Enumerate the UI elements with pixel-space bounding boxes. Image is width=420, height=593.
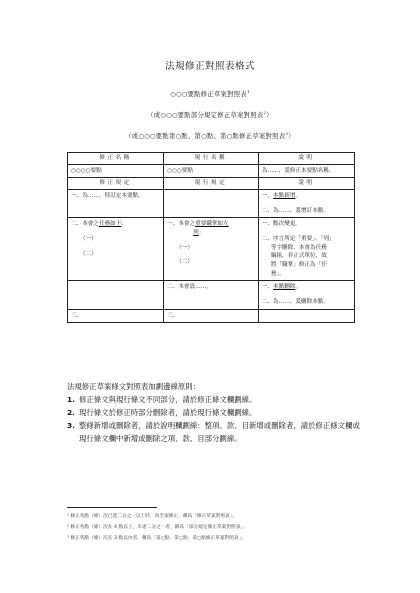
cell-revised-point-2: 二、本會之任務如下： （一） （二）	[68, 218, 164, 281]
footnote-3: ³ 修正各點（條）次在 3 點以內者，稱爲「第○點、第○點、第○點修正草案對照表」。	[67, 536, 246, 541]
cell-current-empty	[164, 189, 259, 217]
footnote-divider	[67, 507, 157, 508]
cell-revised-empty	[68, 281, 164, 309]
header-revised-rule: 修正規定	[68, 178, 164, 190]
cell-revised-name: ○○○○要點	[68, 164, 164, 178]
cell-note-point-2: 一、點次變更。 二、序言所定「重要」、「列」 等字刪除，本會為任務 編組，非正式單位，故 將「職掌」修正為「任 務」。	[258, 218, 354, 281]
document-title: 法規修正對照表格式	[164, 61, 255, 72]
footnote-1: ¹ 修正各點（條）次已達二分之一以上時，爲全案修正，稱爲「修正草案對照表」。	[67, 514, 237, 519]
subtitle-point-revision: （或○○○要點第○點、第○點、第○點修正草案對照表$^3$）	[125, 130, 295, 140]
cell-current-point-1: 一、本會之重要職掌如左 列： （一） （二）	[164, 218, 259, 281]
rule-item: 3. 整條新增或刪除者，請於說明欄劃線：整項、款、目新增或刪除者，請於修正條文欄或現行條文欄中新增或刪除之項、款、目部分劃線。	[67, 421, 360, 443]
table-header-row-rule	[68, 178, 355, 190]
comparison-table	[67, 152, 355, 323]
table-row	[68, 189, 355, 217]
table-row	[68, 309, 355, 323]
header-revised-name: 修正名稱	[68, 153, 164, 165]
cell-note-point-1: 一、本點新增。 二、為……，爰增訂本點。	[258, 189, 354, 217]
cell-name-note: 為……，爰修正本要點名稱。	[258, 164, 354, 178]
cell-revised-point-3: 三、	[68, 309, 164, 323]
table-row	[68, 281, 355, 309]
cell-revised-point-1: 一、為……，特訂定本要點。	[68, 189, 164, 217]
footnote-2: ² 修正各點（條）次在 4 點以上，未達二分之一者，稱爲「部分規定修正草案對照表」。	[67, 525, 248, 530]
cell-current-point-2: 二、本會設……。	[164, 281, 259, 309]
rules-title: 法規修正草案條文對照表加劃邊線原則：	[67, 382, 201, 391]
rule-item: 1. 修正條文與現行條文不同部分，請於修正條文欄劃線。	[67, 395, 257, 404]
cell-current-point-3: 三、	[164, 309, 259, 323]
cell-note-empty	[258, 309, 354, 323]
subtitle-full-revision: ○○○要點修正草案對照表$^1$	[170, 88, 250, 98]
footnotes	[67, 511, 367, 544]
cell-current-name: ○○○要點	[164, 164, 259, 178]
header-current-rule: 現行規定	[164, 178, 259, 190]
cell-note-deleted: 一、本點刪除。 二、為……，爰刪除本點。	[258, 281, 354, 309]
table-row-name	[68, 164, 355, 178]
table-header-row-name	[68, 153, 355, 165]
table-row	[68, 218, 355, 281]
header-note-2: 說明	[258, 178, 354, 190]
underline-rules	[67, 380, 362, 445]
header-current-name: 現行名稱	[164, 153, 259, 165]
rule-item: 2. 現行條文於修正時部分刪除者，請於現行條文欄劃線。	[67, 408, 257, 417]
header-note: 說明	[258, 153, 354, 165]
subtitle-partial-revision: （或○○○要點部分規定修正草案對照表$^2$）	[147, 109, 273, 119]
